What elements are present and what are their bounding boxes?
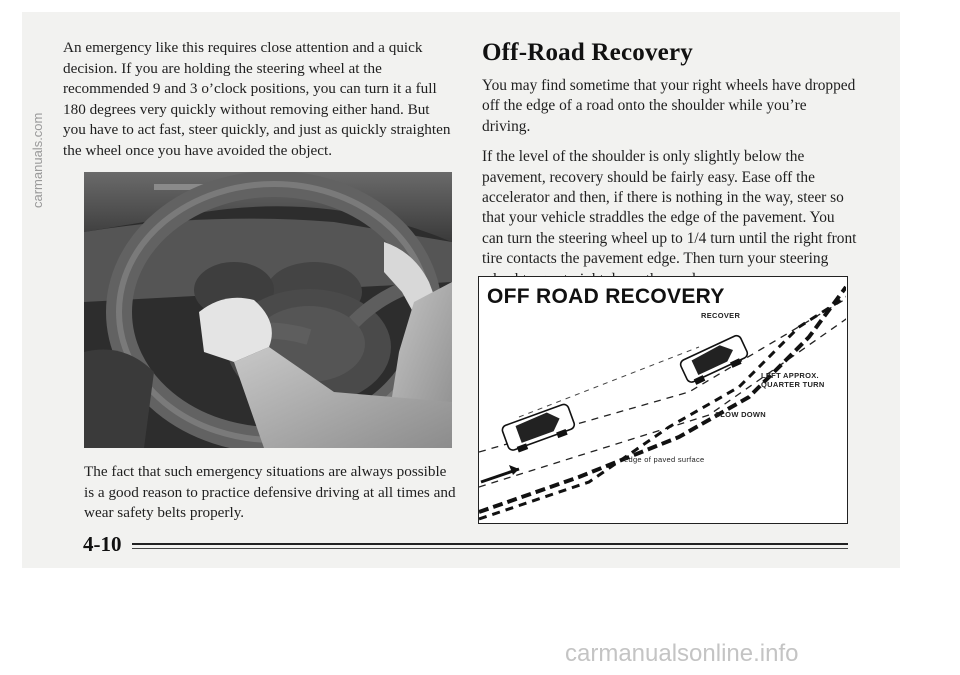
left-paragraph-1: An emergency like this requires close attention and a quick decision. If you are holding the steering wheel at the recommended 9 and 3 o’clock positions, you can turn it a full 180 degrees very quickly without removing either hand. But you have to act fast, steer quickly, and just as quickly straighten the wheel once you have avoided the object. [63, 39, 451, 159]
bottom-watermark: carmanualsonline.info [565, 640, 799, 667]
label-left-approx-line1: LEFT APPROX. [761, 371, 819, 380]
right-paragraph-1: You may find sometime that your right wheels have dropped off the edge of a road onto the shoulder while you’re driving. [482, 77, 856, 135]
left-column [63, 38, 453, 172]
off-road-recovery-diagram [478, 276, 848, 524]
footer-rule-thin [132, 548, 848, 549]
diagram-title: OFF ROAD RECOVERY [487, 285, 725, 308]
recovery-path-drawing [479, 277, 846, 522]
steering-wheel-photo [84, 172, 452, 448]
right-column [482, 38, 857, 300]
footer-rule-thick [132, 543, 848, 545]
right-paragraph-2: If the level of the shoulder is only slightly below the pavement, recovery should be fairly easy. Ease off the accelerator and then, if there is nothing in the way, steer so that your vehicle straddles the edge of the pavement. You can turn the steering wheel up to 1/4 turn until the right front tire contacts the pavement edge. Then turn your steering [482, 148, 857, 268]
caption-paragraph [84, 462, 460, 534]
label-left-approx-line2: QUARTER TURN [761, 380, 825, 389]
side-watermark: carmanuals.com [30, 112, 45, 208]
left-paragraph-2: The fact that such emergency situations are always possible is a good reason to practice defensive driving at all times and wear safety belts properly. [84, 463, 456, 522]
section-heading: Off-Road Recovery [482, 39, 693, 66]
label-edge-of-paved-surface: edge of paved surface [624, 455, 705, 464]
page-number: 4-10 [83, 532, 122, 556]
label-recover: RECOVER [701, 311, 741, 320]
label-slow-down: SLOW DOWN [715, 410, 767, 419]
steering-wheel-illustration [84, 172, 452, 448]
